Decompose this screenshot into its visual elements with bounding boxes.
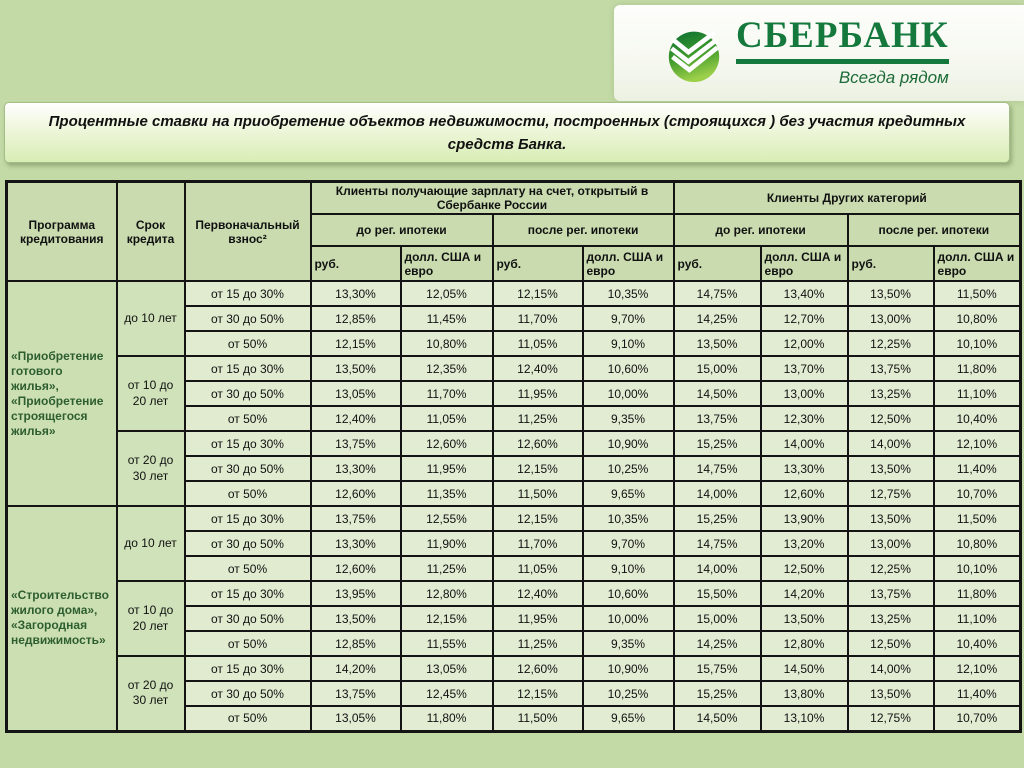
rate-cell: 14,00%	[674, 481, 761, 506]
term-label: до 10 лет	[117, 281, 185, 356]
brand-tagline: Всегда рядом	[838, 67, 949, 87]
rate-cell: 12,75%	[848, 481, 934, 506]
logo-panel	[614, 5, 1024, 101]
rate-cell: 11,45%	[401, 306, 493, 331]
rate-cell: 14,50%	[761, 656, 848, 681]
rate-cell: 14,75%	[674, 531, 761, 556]
rate-cell: 13,25%	[848, 606, 934, 631]
rate-cell: 13,50%	[848, 506, 934, 531]
rate-cell: 11,50%	[493, 481, 583, 506]
rate-cell: 10,40%	[934, 406, 1021, 431]
rate-cell: 13,75%	[311, 506, 401, 531]
rate-cell: 14,50%	[674, 706, 761, 731]
rate-cell: 12,15%	[493, 281, 583, 306]
rate-cell: 15,25%	[674, 681, 761, 706]
rate-cell: 13,80%	[761, 681, 848, 706]
rate-cell: 13,05%	[311, 381, 401, 406]
rate-cell: 11,80%	[401, 706, 493, 731]
header-group-other: Клиенты Других категорий	[674, 182, 1021, 215]
down-payment-cell: от 30 до 50%	[185, 681, 311, 706]
down-payment-cell: от 15 до 30%	[185, 506, 311, 531]
down-payment-cell: от 30 до 50%	[185, 606, 311, 631]
rate-cell: 11,55%	[401, 631, 493, 656]
rate-cell: 14,75%	[674, 456, 761, 481]
rate-cell: 11,50%	[934, 281, 1021, 306]
rate-cell: 12,30%	[761, 406, 848, 431]
header-usd-eur: долл. США и евро	[401, 246, 493, 281]
header-usd-eur: долл. США и евро	[761, 246, 848, 281]
rate-cell: 12,80%	[761, 631, 848, 656]
rate-cell: 12,60%	[493, 431, 583, 456]
rate-cell: 9,65%	[583, 481, 674, 506]
rate-cell: 11,90%	[401, 531, 493, 556]
rate-cell: 12,85%	[311, 631, 401, 656]
table-row	[7, 656, 1021, 681]
down-payment-cell: от 30 до 50%	[185, 456, 311, 481]
header-rub: руб.	[674, 246, 761, 281]
rate-cell: 12,60%	[311, 556, 401, 581]
term-label: от 10 до 20 лет	[117, 356, 185, 431]
table-row	[7, 431, 1021, 456]
rate-cell: 11,80%	[934, 581, 1021, 606]
rate-cell: 13,30%	[311, 456, 401, 481]
down-payment-cell: от 15 до 30%	[185, 581, 311, 606]
rate-cell: 12,15%	[493, 456, 583, 481]
down-payment-cell: от 30 до 50%	[185, 531, 311, 556]
down-payment-cell: от 50%	[185, 481, 311, 506]
rate-cell: 13,00%	[848, 306, 934, 331]
rate-cell: 11,70%	[401, 381, 493, 406]
rate-cell: 15,00%	[674, 356, 761, 381]
rate-cell: 11,80%	[934, 356, 1021, 381]
rate-cell: 12,60%	[761, 481, 848, 506]
rates-table	[5, 180, 1022, 733]
header-usd-eur: долл. США и евро	[934, 246, 1021, 281]
down-payment-cell: от 30 до 50%	[185, 381, 311, 406]
term-label: до 10 лет	[117, 506, 185, 581]
rate-cell: 13,75%	[311, 681, 401, 706]
rate-cell: 15,25%	[674, 506, 761, 531]
header-before-mortgage: до рег. ипотеки	[311, 214, 493, 246]
down-payment-cell: от 15 до 30%	[185, 656, 311, 681]
rate-cell: 13,70%	[761, 356, 848, 381]
rate-cell: 12,45%	[401, 681, 493, 706]
header-after-mortgage: после рег. ипотеки	[493, 214, 674, 246]
rate-cell: 11,05%	[493, 556, 583, 581]
rate-cell: 12,15%	[311, 331, 401, 356]
rate-cell: 14,25%	[674, 631, 761, 656]
down-payment-cell: от 50%	[185, 406, 311, 431]
table-row	[7, 581, 1021, 606]
rate-cell: 10,00%	[583, 606, 674, 631]
rate-cell: 12,15%	[493, 506, 583, 531]
table-row	[7, 506, 1021, 531]
header-usd-eur: долл. США и евро	[583, 246, 674, 281]
rate-cell: 12,50%	[848, 406, 934, 431]
rate-cell: 13,30%	[761, 456, 848, 481]
rate-cell: 10,35%	[583, 506, 674, 531]
rate-cell: 9,70%	[583, 306, 674, 331]
rate-cell: 10,80%	[934, 306, 1021, 331]
down-payment-cell: от 15 до 30%	[185, 281, 311, 306]
rate-cell: 13,75%	[311, 431, 401, 456]
rate-cell: 12,40%	[493, 581, 583, 606]
header-program: Программа кредитования	[7, 182, 117, 282]
rate-cell: 12,55%	[401, 506, 493, 531]
rate-cell: 10,10%	[934, 331, 1021, 356]
rate-cell: 10,25%	[583, 456, 674, 481]
rate-cell: 11,25%	[401, 556, 493, 581]
rate-cell: 12,10%	[934, 656, 1021, 681]
term-label: от 20 до 30 лет	[117, 656, 185, 731]
rate-cell: 13,50%	[674, 331, 761, 356]
rate-cell: 13,30%	[311, 531, 401, 556]
rate-cell: 12,05%	[401, 281, 493, 306]
table-row	[7, 356, 1021, 381]
rate-cell: 11,95%	[493, 381, 583, 406]
rate-cell: 12,50%	[848, 631, 934, 656]
term-label: от 20 до 30 лет	[117, 431, 185, 506]
rate-cell: 13,75%	[848, 581, 934, 606]
rate-cell: 11,25%	[493, 631, 583, 656]
rate-cell: 14,00%	[848, 431, 934, 456]
rate-cell: 9,65%	[583, 706, 674, 731]
rate-cell: 11,50%	[493, 706, 583, 731]
header-before-mortgage: до рег. ипотеки	[674, 214, 848, 246]
rate-cell: 10,70%	[934, 706, 1021, 731]
rate-cell: 11,40%	[934, 456, 1021, 481]
header-rub: руб.	[848, 246, 934, 281]
rate-cell: 9,10%	[583, 331, 674, 356]
down-payment-cell: от 15 до 30%	[185, 356, 311, 381]
rate-cell: 14,00%	[848, 656, 934, 681]
rate-cell: 13,50%	[311, 606, 401, 631]
rate-cell: 12,15%	[401, 606, 493, 631]
rate-cell: 15,00%	[674, 606, 761, 631]
rates-tbody	[7, 281, 1021, 731]
rate-cell: 12,80%	[401, 581, 493, 606]
rate-cell: 12,40%	[493, 356, 583, 381]
down-payment-cell: от 50%	[185, 631, 311, 656]
rate-cell: 11,40%	[934, 681, 1021, 706]
rate-cell: 12,60%	[401, 431, 493, 456]
header-group-salary: Клиенты получающие зарплату на счет, открытый в Сбербанке России	[311, 182, 674, 215]
rate-cell: 12,40%	[311, 406, 401, 431]
rate-cell: 12,15%	[493, 681, 583, 706]
rate-cell: 14,25%	[674, 306, 761, 331]
rate-cell: 13,40%	[761, 281, 848, 306]
rate-cell: 13,50%	[848, 456, 934, 481]
rate-cell: 15,75%	[674, 656, 761, 681]
rate-cell: 12,00%	[761, 331, 848, 356]
down-payment-cell: от 50%	[185, 706, 311, 731]
down-payment-cell: от 50%	[185, 556, 311, 581]
rate-cell: 11,50%	[934, 506, 1021, 531]
rate-cell: 11,05%	[401, 406, 493, 431]
rate-cell: 12,60%	[311, 481, 401, 506]
rate-cell: 13,00%	[848, 531, 934, 556]
term-label: от 10 до 20 лет	[117, 581, 185, 656]
brand-name: СБЕРБАНК	[736, 17, 949, 64]
rate-cell: 9,35%	[583, 406, 674, 431]
rate-cell: 11,35%	[401, 481, 493, 506]
rate-cell: 10,80%	[934, 531, 1021, 556]
program-label: «Приобретение готового жилья», «Приобретение строящегося жилья»	[7, 281, 117, 506]
rate-cell: 11,70%	[493, 531, 583, 556]
rate-cell: 11,05%	[493, 331, 583, 356]
rate-cell: 10,10%	[934, 556, 1021, 581]
rate-cell: 11,95%	[493, 606, 583, 631]
program-label: «Строительство жилого дома», «Загородная недвижимость»	[7, 506, 117, 731]
rate-cell: 13,10%	[761, 706, 848, 731]
sberbank-logo-icon	[666, 27, 722, 83]
rate-cell: 11,10%	[934, 381, 1021, 406]
rate-cell: 12,25%	[848, 556, 934, 581]
down-payment-cell: от 15 до 30%	[185, 431, 311, 456]
rate-cell: 12,85%	[311, 306, 401, 331]
rate-cell: 10,80%	[401, 331, 493, 356]
rate-cell: 12,10%	[934, 431, 1021, 456]
rate-cell: 13,50%	[848, 681, 934, 706]
rate-cell: 14,75%	[674, 281, 761, 306]
rate-cell: 10,25%	[583, 681, 674, 706]
rate-cell: 12,50%	[761, 556, 848, 581]
header-rub: руб.	[311, 246, 401, 281]
rate-cell: 13,50%	[848, 281, 934, 306]
rate-cell: 10,60%	[583, 581, 674, 606]
rate-cell: 13,75%	[674, 406, 761, 431]
rate-cell: 12,35%	[401, 356, 493, 381]
rate-cell: 10,90%	[583, 656, 674, 681]
rate-cell: 11,10%	[934, 606, 1021, 631]
rate-cell: 12,25%	[848, 331, 934, 356]
title-banner	[4, 102, 1010, 163]
rate-cell: 10,90%	[583, 431, 674, 456]
header-term: Срок кредита	[117, 182, 185, 282]
header-down-payment: Первоначальный взнос²	[185, 182, 311, 282]
rate-cell: 10,35%	[583, 281, 674, 306]
rate-cell: 14,20%	[311, 656, 401, 681]
rate-cell: 13,05%	[311, 706, 401, 731]
rate-cell: 13,95%	[311, 581, 401, 606]
rate-cell: 13,75%	[848, 356, 934, 381]
rate-cell: 12,75%	[848, 706, 934, 731]
rate-cell: 14,00%	[761, 431, 848, 456]
rate-cell: 11,25%	[493, 406, 583, 431]
rate-cell: 14,00%	[674, 556, 761, 581]
rate-cell: 10,70%	[934, 481, 1021, 506]
rate-cell: 13,50%	[311, 356, 401, 381]
table-row	[7, 281, 1021, 306]
slide-title: Процентные ставки на приобретение объектов недвижимости, построенных (строящихся ) без участия кредитных средств Банка.	[48, 113, 966, 154]
rate-cell: 14,20%	[761, 581, 848, 606]
rate-cell: 13,05%	[401, 656, 493, 681]
rate-cell: 12,70%	[761, 306, 848, 331]
rate-cell: 13,00%	[761, 381, 848, 406]
down-payment-cell: от 50%	[185, 331, 311, 356]
rate-cell: 11,95%	[401, 456, 493, 481]
rate-cell: 13,30%	[311, 281, 401, 306]
header-after-mortgage: после рег. ипотеки	[848, 214, 1021, 246]
rate-cell: 11,70%	[493, 306, 583, 331]
rate-cell: 14,50%	[674, 381, 761, 406]
rate-cell: 10,40%	[934, 631, 1021, 656]
rate-cell: 13,50%	[761, 606, 848, 631]
rate-cell: 13,90%	[761, 506, 848, 531]
rate-cell: 10,00%	[583, 381, 674, 406]
rate-cell: 15,50%	[674, 581, 761, 606]
header-rub: руб.	[493, 246, 583, 281]
rate-cell: 9,35%	[583, 631, 674, 656]
down-payment-cell: от 30 до 50%	[185, 306, 311, 331]
rate-cell: 13,20%	[761, 531, 848, 556]
rate-cell: 15,25%	[674, 431, 761, 456]
rate-cell: 13,25%	[848, 381, 934, 406]
rate-cell: 9,10%	[583, 556, 674, 581]
rate-cell: 9,70%	[583, 531, 674, 556]
rate-cell: 12,60%	[493, 656, 583, 681]
rate-cell: 10,60%	[583, 356, 674, 381]
